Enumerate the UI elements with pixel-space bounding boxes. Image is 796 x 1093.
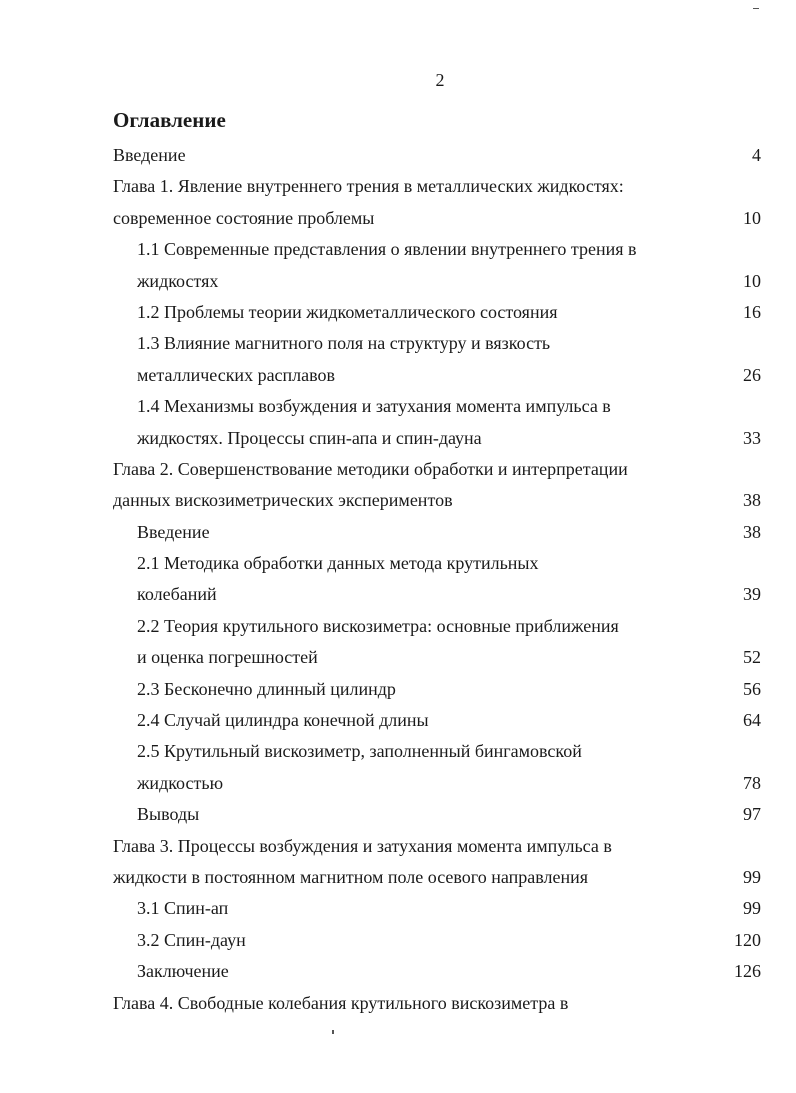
toc-entry-page: 56 (743, 678, 761, 699)
toc-entry-page: 97 (743, 804, 761, 825)
toc-entry-text: Глава 2. Совершенствование методики обработки и интерпретации (113, 458, 628, 479)
toc-entry-text: 3.2 Спин-даун (137, 929, 246, 950)
toc-entry-page: 10 (743, 270, 761, 291)
toc-entry-text: Глава 1. Явление внутреннего трения в металлических жидкостях: (113, 176, 624, 197)
toc-entry-text: современное состояние проблемы (113, 207, 375, 228)
toc-title: Оглавление (113, 108, 226, 132)
toc-entry-text: металлических расплавов (137, 364, 336, 385)
toc-entry-page: 4 (752, 145, 761, 165)
toc-entry (113, 297, 763, 328)
toc-entry-text: Глава 4. Свободные колебания крутильного вискозиметра в (113, 992, 569, 1013)
toc-entry-page: 26 (743, 364, 761, 385)
toc-entry-page: 10 (743, 207, 761, 228)
toc-entry-text: Глава 3. Процессы возбуждения и затухания момента импульса в (113, 835, 612, 856)
toc-entry (113, 391, 763, 422)
toc-entry (113, 705, 763, 736)
toc-entry (113, 893, 763, 924)
toc-entry-text: колебаний (137, 584, 217, 605)
toc-entry-text: 2.5 Крутильный вискозиметр, заполненный бингамовской (137, 741, 582, 762)
toc-entry-text: 2.2 Теория крутильного вискозиметра: основные приближения (137, 615, 619, 636)
table-of-contents (113, 140, 763, 1019)
toc-entry-page: 126 (734, 961, 761, 982)
toc-entry (113, 485, 763, 516)
toc-entry-page: 99 (743, 866, 761, 887)
toc-entry (113, 799, 763, 830)
toc-entry-page: 64 (743, 710, 761, 731)
toc-entry (113, 548, 763, 579)
toc-entry-page: 38 (743, 521, 761, 542)
toc-entry (113, 328, 763, 359)
toc-entry (113, 611, 763, 642)
toc-entry-text: 1.4 Механизмы возбуждения и затухания момента импульса в (137, 396, 611, 417)
toc-entry (113, 234, 763, 265)
toc-entry-page: 78 (743, 772, 761, 793)
toc-entry (113, 517, 763, 548)
toc-entry-text: 1.2 Проблемы теории жидкометаллического состояния (137, 301, 558, 322)
toc-entry-text: Введение (137, 521, 210, 542)
toc-entry-text: данных вискозиметрических экспериментов (113, 490, 453, 511)
toc-entry (113, 862, 763, 893)
toc-entry-text: 3.1 Спин-ап (137, 898, 229, 919)
toc-entry-text: 2.3 Бесконечно длинный цилиндр (137, 678, 396, 699)
toc-entry-page: 99 (743, 898, 761, 919)
toc-entry (113, 988, 763, 1019)
toc-entry (113, 454, 763, 485)
toc-entry (113, 266, 763, 297)
toc-entry-page: 52 (743, 647, 761, 668)
toc-entry-page: 33 (743, 427, 761, 448)
toc-entry-text: Заключение (137, 961, 229, 982)
toc-entry (113, 674, 763, 705)
toc-entry (113, 423, 763, 454)
toc-entry-text: 1.3 Влияние магнитного поля на структуру и вязкость (137, 333, 551, 354)
toc-entry-text: жидкостью (137, 772, 224, 793)
toc-entry-text: жидкостях (137, 270, 219, 291)
toc-entry-page: 16 (743, 301, 761, 322)
toc-entry-text: жидкостях. Процессы спин-апа и спин-дауна (137, 427, 482, 448)
toc-entry (113, 956, 763, 987)
toc-entry-page: 120 (734, 929, 761, 950)
toc-entry-text: и оценка погрешностей (137, 647, 318, 668)
toc-entry (113, 203, 763, 234)
toc-entry (113, 140, 763, 171)
toc-entry (113, 768, 763, 799)
toc-entry-text: 2.4 Случай цилиндра конечной длины (137, 710, 429, 731)
toc-entry-text: 1.1 Современные представления о явлении внутреннего трения в (137, 239, 637, 260)
scan-speck (332, 1030, 334, 1034)
toc-entry (113, 925, 763, 956)
toc-entry-page: 38 (743, 490, 761, 511)
toc-entry (113, 579, 763, 610)
toc-entry-text: Введение (113, 145, 186, 165)
toc-entry-text: Выводы (137, 804, 200, 825)
toc-entry (113, 360, 763, 391)
toc-entry (113, 831, 763, 862)
scan-speck (753, 8, 759, 9)
page-number: 2 (435, 70, 445, 90)
toc-entry-text: жидкости в постоянном магнитном поле осевого направления (113, 866, 589, 887)
toc-entry-text: 2.1 Методика обработки данных метода крутильных (137, 553, 539, 574)
toc-entry (113, 171, 763, 202)
toc-entry (113, 736, 763, 767)
toc-entry-page: 39 (743, 584, 761, 605)
toc-entry (113, 642, 763, 673)
